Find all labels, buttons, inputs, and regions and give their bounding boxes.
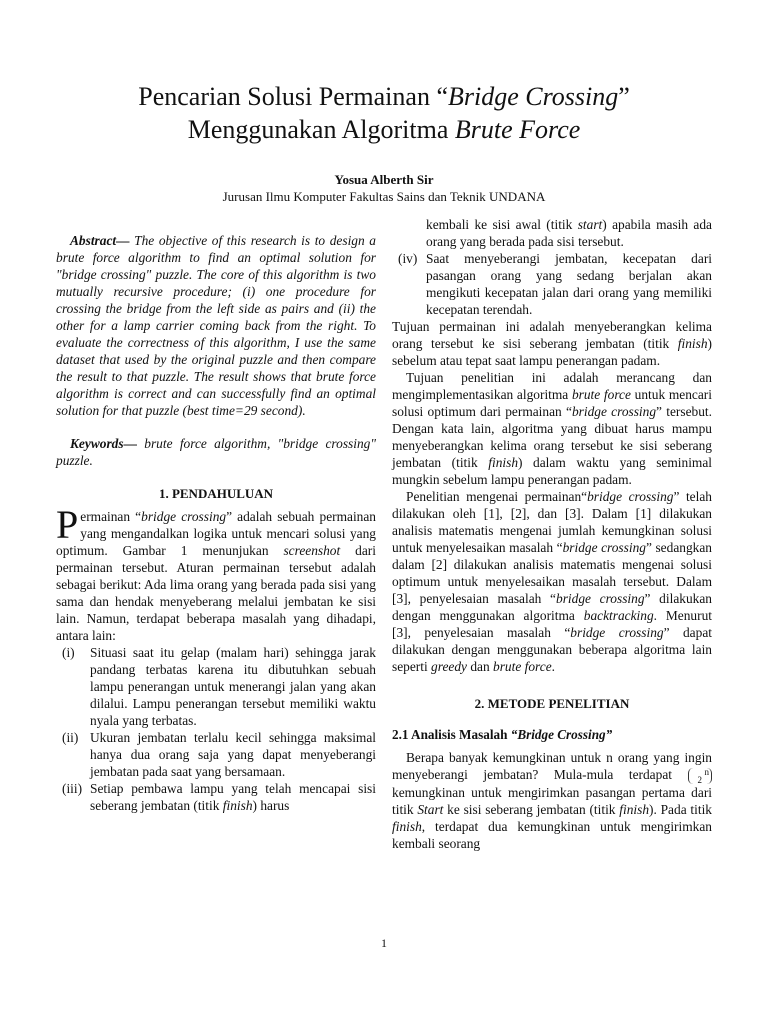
abstract bbox=[56, 232, 376, 419]
list-item: (ii) Ukuran jembatan terlalu kecil sehingga maksimal hanya dua orang saja yang dapat menyeberangi jembatan pada saat yang bersamaan. bbox=[62, 730, 376, 779]
previous-work-paragraph: Penelitian mengenai permainan“bridge crossing” telah dilakukan oleh [1], [2], dan [3]. Dalam [1] dilakukan analisis matematis mengenai jumlah kemungkinan solusi untuk menyelesaikan masalah “bridge crossing” sedangkan dalam [2] dilakukan analisis matematis mengenai solusi optimum untuk menyelesaikan masalah tersebut. Dalam [3], penyelesaian masalah “bridge crossing” dilakukan dengan menggunakan algoritma backtracking. Menurut [3], penyelesaian masalah “bridge crossing” dapat dilakukan dengan menggunakan beberapa algoritma lain seperti greedy dan brute force. bbox=[392, 489, 713, 674]
right-column bbox=[392, 216, 712, 852]
left-column bbox=[56, 214, 376, 814]
keywords-text: brute force algorithm, "bridge crossing" puzzle. bbox=[56, 436, 376, 468]
list-item: (iv) Saat menyeberangi jembatan, kecepatan dari pasangan orang yang sedang berjalan akan mengikuti kecepatan jalan dari orang yang memiliki kecepatan terendah. bbox=[398, 251, 712, 317]
list-item: (i) Situasi saat itu gelap (malam hari) sehingga jarak pandang terbatas karena itu dibutuhkan sebuah lampu penerangan untuk menerangi jalan yang akan dilalui. Lampu penerangan tersebut memiliki waktu nyala yang terbatas. bbox=[62, 645, 376, 728]
drop-cap: P bbox=[56, 502, 79, 547]
rules-list-continued bbox=[392, 216, 712, 318]
intro-paragraph: Permainan “bridge crossing” adalah sebuah permainan yang mengandalkan logika untuk mencari solusi yang optimum. Gambar 1 menunjukan screenshot dari permainan tersebut. Aturan permainan tersebut adalah sebagai berikut: Ada lima orang yang berada pada sisi yang sama dan hendak menyeberang melalui jembatan ke sisi lain. Namun, terdapat beberapa masalah yang dihadapi, antara lain: bbox=[56, 502, 377, 643]
keywords-label: Keywords— bbox=[70, 436, 137, 451]
analysis-paragraph: Berapa banyak kemungkinan untuk n orang yang ingin menyeberangi jembatan? Mula-mula terdapat n 2 kemungkinan untuk mengirimkan pasangan pertama dari titik Start ke sisi seberang jembatan (titik finish). Pada titik finish, terdapat dua kemungkinan untuk mengirimkan kembali seorang bbox=[392, 750, 712, 851]
aim-paragraph: Tujuan penelitian ini adalah merancang dan mengimplementasikan algoritma brute force untuk mencari solusi optimum dari permainan “bridge crossing” tersebut. Dengan kata lain, algoritma yang dibuat harus mampu menyeberangkan kelima orang tersebut ke sisi seberang jembatan (titik finish) dalam waktu yang seminimal mungkin sebelum lampu penerangan padam. bbox=[392, 370, 712, 487]
subsection-heading-analisis: 2.1 Analisis Masalah “Bridge Crossing” bbox=[392, 727, 613, 742]
title-line1: Pencarian Solusi Permainan “Bridge Crossing” bbox=[138, 82, 630, 111]
abstract-text: The objective of this research is to design a brute force algorithm to find an optimal solution for "bridge crossing" puzzle. The core of this algorithm is two mutually recursive procedure; (i) one procedure for crossing the bridge from the left side as pairs and (ii) the other for a lamp carrier coming back from the right. To evaluate the correctness of this algorithm, I use the same dataset that used by the original puzzle and then compare the result to that puzzle. The result shows that brute force algorithm is correct and can successfully find an optimal solution for that puzzle (best time=29 second). bbox=[56, 233, 376, 418]
list-item-continued: kembali ke sisi awal (titik start) apabila masih ada orang yang berada pada sisi tersebut. bbox=[426, 217, 713, 249]
title-line2: Menggunakan Algoritma Brute Force bbox=[187, 115, 581, 144]
abstract-label: Abstract— bbox=[70, 233, 130, 248]
binomial-coefficient: n 2 bbox=[688, 768, 713, 784]
section-heading-metode: 2. METODE PENELITIAN bbox=[474, 696, 630, 711]
author-name: Yosua Alberth Sir bbox=[334, 172, 434, 187]
goal-paragraph: Tujuan permainan ini adalah menyeberangkan kelima orang tersebut ke sisi seberang jembatan (titik finish) sebelum atau tepat saat lampu penerangan padam. bbox=[392, 319, 712, 368]
list-item: (iii) Setiap pembawa lampu yang telah mencapai sisi seberang jembatan (titik finish) harus bbox=[62, 781, 376, 813]
author-affiliation: Jurusan Ilmu Komputer Fakultas Sains dan Teknik UNDANA bbox=[222, 189, 546, 204]
rules-list bbox=[56, 644, 376, 814]
section-heading-pendahuluan: 1. PENDAHULUAN bbox=[158, 486, 274, 501]
paper-title bbox=[60, 80, 708, 146]
keywords bbox=[56, 435, 376, 469]
page-number: 1 bbox=[381, 936, 387, 950]
